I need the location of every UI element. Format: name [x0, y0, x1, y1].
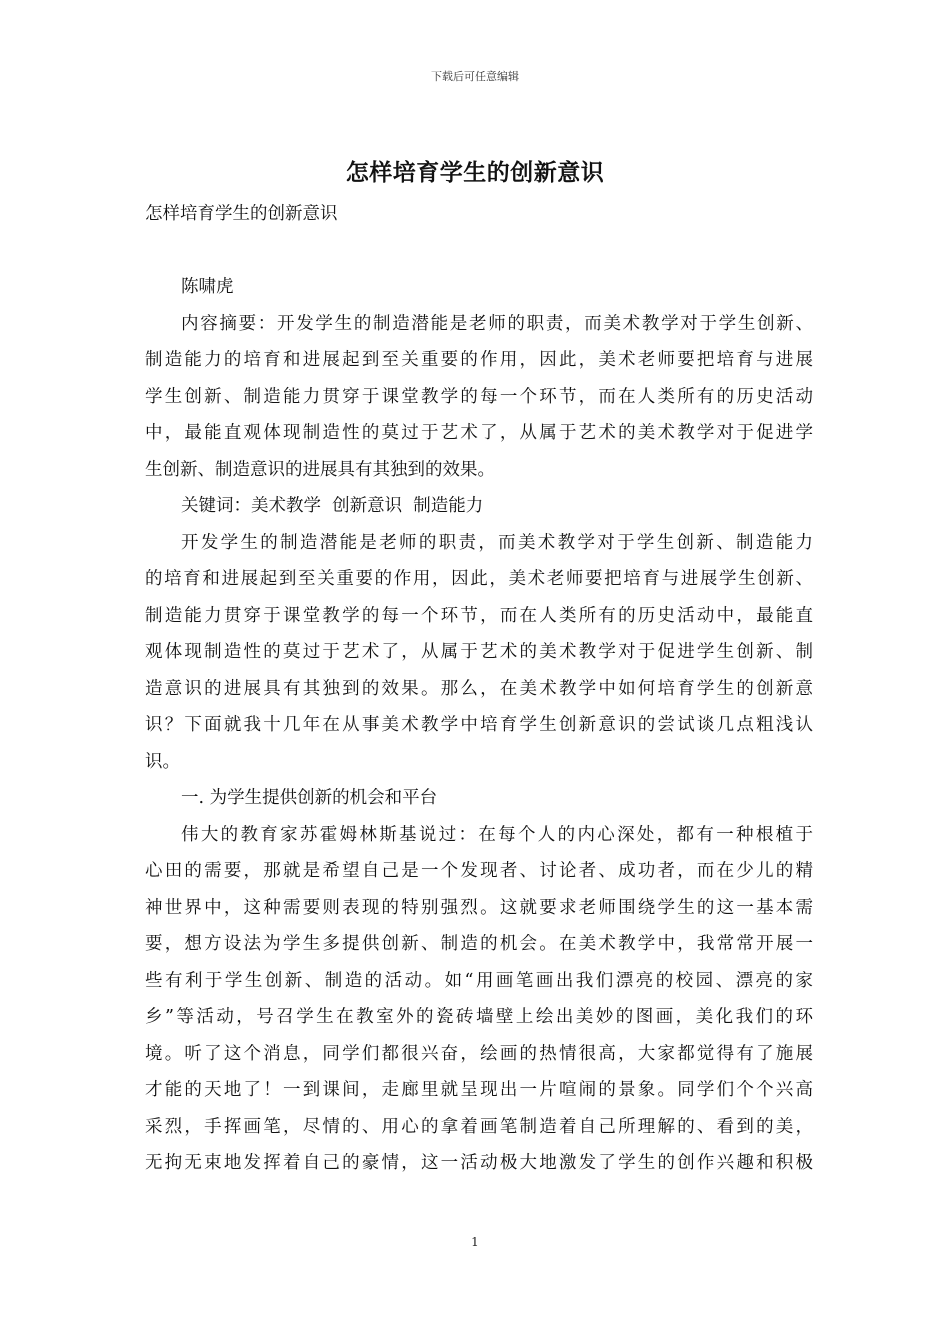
document-title: 怎样培育学生的创新意识 — [345, 159, 605, 186]
section1-line: 些有利于学生创新、制造的活动。如“用画笔画出我们漂亮的校园、漂亮的家 — [145, 970, 813, 991]
section1-line: 心田的需要，那就是希望自己是一个发现者、讨论者、成功者，而在少儿的精 — [145, 861, 813, 881]
abstract-line: 学生创新、制造能力贯穿于课堂教学的每一个环节，而在人类所有的历史活动 — [145, 386, 813, 407]
page-header-note: 下载后可任意编辑 — [431, 70, 519, 83]
section1-line: 乡”等活动，号召学生在教室外的瓷砖墙壁上绘出美妙的图画，美化我们的环 — [145, 1007, 813, 1027]
intro-line: 识。 — [145, 751, 180, 772]
abstract-line: 中，最能直观体现制造性的莫过于艺术了，从属于艺术的美术教学对于促进学 — [145, 423, 813, 443]
intro-line: 开发学生的制造潜能是老师的职责，而美术教学对于学生创新、制造能力 — [181, 532, 813, 553]
abstract-line: 内容摘要：开发学生的制造潜能是老师的职责，而美术教学对于学生创新、 — [181, 313, 813, 334]
author-name: 陈啸虎 — [181, 277, 234, 297]
section1-paragraph — [145, 817, 813, 1182]
page-number: 1 — [471, 1235, 479, 1249]
abstract-line: 生创新、制造意识的进展具有其独到的效果。 — [145, 459, 495, 480]
section1-line: 才能的天地了！一到课间，走廊里就呈现出一片喧闹的景象。同学们个个兴高 — [145, 1080, 813, 1100]
abstract-paragraph — [145, 306, 813, 489]
document-body — [145, 196, 813, 1182]
intro-line: 识？下面就我十几年在从事美术教学中培育学生创新意识的尝试谈几点粗浅认 — [145, 715, 813, 735]
blank-line — [145, 233, 813, 270]
abstract-line: 制造能力的培育和进展起到至关重要的作用，因此，美术老师要把培育与进展 — [145, 350, 813, 370]
section1-line: 神世界中，这种需要则表现的特别强烈。这就要求老师围绕学生的这一基本需 — [145, 897, 813, 918]
section1-line: 无拘无束地发挥着自己的豪情，这一活动极大地激发了学生的创作兴趣和积极 — [145, 1153, 813, 1173]
section1-line: 要，想方设法为学生多提供创新、制造的机会。在美术教学中，我常常开展一 — [145, 934, 813, 954]
section1-line: 境。听了这个消息，同学们都很兴奋，绘画的热情很高，大家都觉得有了施展 — [145, 1043, 813, 1064]
section1-line: 采烈，手挥画笔，尽情的、用心的拿着画笔制造着自己所理解的、看到的美， — [145, 1116, 813, 1137]
keywords-line: 关键词：美术教学 创新意识 制造能力 — [181, 496, 484, 516]
intro-line: 观体现制造性的莫过于艺术了，从属于艺术的美术教学对于促进学生创新、制 — [145, 642, 813, 662]
intro-line: 制造能力贯穿于课堂教学的每一个环节，而在人类所有的历史活动中，最能直 — [145, 605, 813, 626]
section-heading: 一. 为学生提供创新的机会和平台 — [181, 788, 438, 808]
subtitle: 怎样培育学生的创新意识 — [145, 204, 338, 224]
intro-paragraph — [145, 525, 813, 781]
intro-line: 的培育和进展起到至关重要的作用，因此，美术老师要把培育与进展学生创新、 — [145, 569, 813, 589]
intro-line: 造意识的进展具有其独到的效果。那么，在美术教学中如何培育学生的创新意 — [145, 678, 813, 699]
section1-line: 伟大的教育家苏霍姆林斯基说过：在每个人的内心深处，都有一种根植于 — [181, 824, 813, 845]
